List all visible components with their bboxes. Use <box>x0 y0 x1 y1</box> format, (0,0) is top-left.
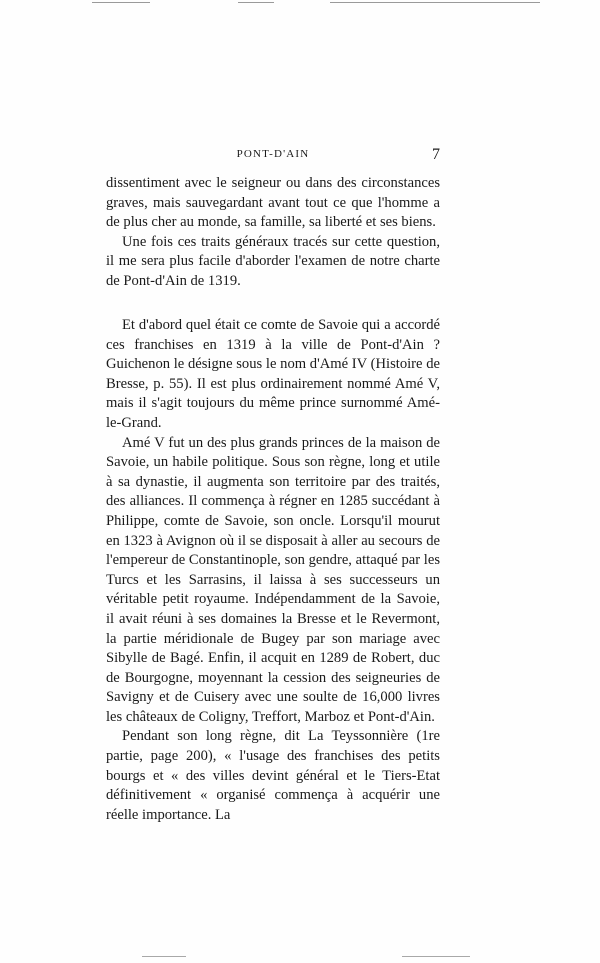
scan-edge-mark <box>330 2 540 3</box>
scan-edge-mark <box>92 2 150 3</box>
paragraph-continuation: dissentiment avec le seigneur ou dans des circonstances graves, mais sauvegardant avant tout ce que l'homme a de plus cher au monde, sa famille, sa liberté et ses biens. <box>106 175 440 231</box>
running-head <box>106 146 440 166</box>
scan-edge-mark <box>402 956 470 957</box>
paragraph: Amé V fut un des plus grands princes de la maison de Savoie, un habile politique. Sous son règne, long et utile à sa dynastie, il augmenta son territoire par des traités, des alliances. Il commença à régner en 1285 succédant à Philippe, comte de Savoie, son oncle. Lorsqu'il mourut en 1323 à Avignon où il se disposait à aller au secours de l'empereur de Constantinople, son gendre, attaqué par les Turcs et les Sarrasins, il laissa à ses successeurs un véritable petit royaume. Indépendamment de la Savoie, il avait réuni à ses domaines la Bresse et le Revermont, la partie méridionale de Bugey par son mariage avec Sibylle de Bagé. Enfin, il acquit en 1289 de Robert, duc de Bourgogne, moyennant la cession des seigneuries de Savigny et de Cuisery avec une soulte de 16,000 livres les châteaux de Coligny, Treffort, Marboz et Pont-d'Ain. <box>106 434 440 725</box>
running-title: PONT-D'AIN <box>236 148 310 160</box>
page-number: 7 <box>432 146 440 163</box>
paragraph: Et d'abord quel était ce comte de Savoie qui a accordé ces franchises en 1319 à la ville de Pont-d'Ain ? Guichenon le désigne sous le nom d'Amé IV (Histoire de Bresse, p. 55). Il est plus ordinairement nommé Amé V, mais il s'agit toujours du même prince surnommé Amé-le-Grand. <box>106 317 440 431</box>
text-section-2 <box>106 316 440 825</box>
paragraph: Pendant son long règne, dit La Teyssonnière (1re partie, page 200), « l'usage des franchises des petits bourgs et « des villes devint général et le Tiers-Etat définitivement « organisé commença à acquérir une réelle importance. La <box>106 728 440 823</box>
text-section-1 <box>106 174 440 292</box>
scan-edge-mark <box>142 956 186 957</box>
paragraph: Une fois ces traits généraux tracés sur cette question, il me sera plus facile d'aborder l'examen de notre charte de Pont-d'Ain de 1319. <box>106 233 440 289</box>
scan-edge-mark <box>238 2 274 3</box>
